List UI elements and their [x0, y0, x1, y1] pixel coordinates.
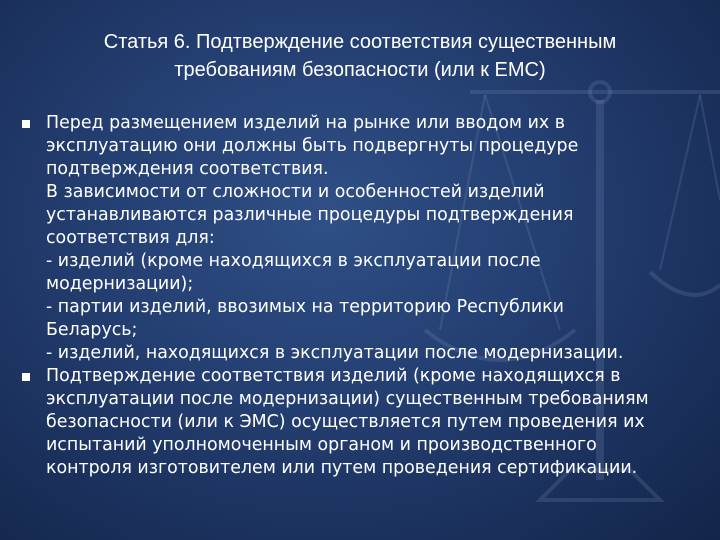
body-line: - изделий (кроме находящихся в эксплуатации после: [46, 251, 541, 271]
body-line: подтверждения соответствия.: [46, 159, 329, 179]
body-line: соответствия для:: [46, 228, 215, 248]
slide-title: [40, 28, 680, 84]
square-bullet-icon: [22, 373, 30, 381]
title-line: Статья 6. Подтверждение соответствия существенным: [103, 31, 617, 53]
body-line: - партии изделий, ввозимых на территорию Республики: [46, 297, 564, 317]
body-line: - изделий, находящихся в эксплуатации после модернизации.: [46, 343, 624, 363]
body-line: эксплуатацию они должны быть подвергнуты процедуре: [46, 136, 579, 156]
body-line: Беларусь;: [46, 320, 138, 340]
body-line: устанавливаются различные процедуры подтверждения: [46, 205, 574, 225]
bullet-item: [18, 365, 698, 480]
body-line: модернизации);: [46, 274, 194, 294]
slide-body: [18, 112, 698, 480]
body-line: контроля изготовителем или путем проведения сертификации.: [46, 458, 638, 478]
body-line: Подтверждение соответствия изделий (кроме находящихся в: [46, 366, 621, 386]
body-line: эксплуатации после модернизации) существенным требованиям: [46, 389, 649, 409]
body-line: безопасности (или к ЭМС) осуществляется путем проведения их: [46, 412, 645, 432]
body-line: В зависимости от сложности и особенностей изделий: [46, 182, 545, 202]
body-line: Перед размещением изделий на рынке или вводом их в: [46, 113, 565, 133]
title-line: требованиям безопасности (или к ЕМС): [174, 59, 546, 81]
body-line: испытаний уполномоченным органом и производственного: [46, 435, 597, 455]
square-bullet-icon: [22, 120, 30, 128]
bullet-item: [18, 112, 698, 365]
